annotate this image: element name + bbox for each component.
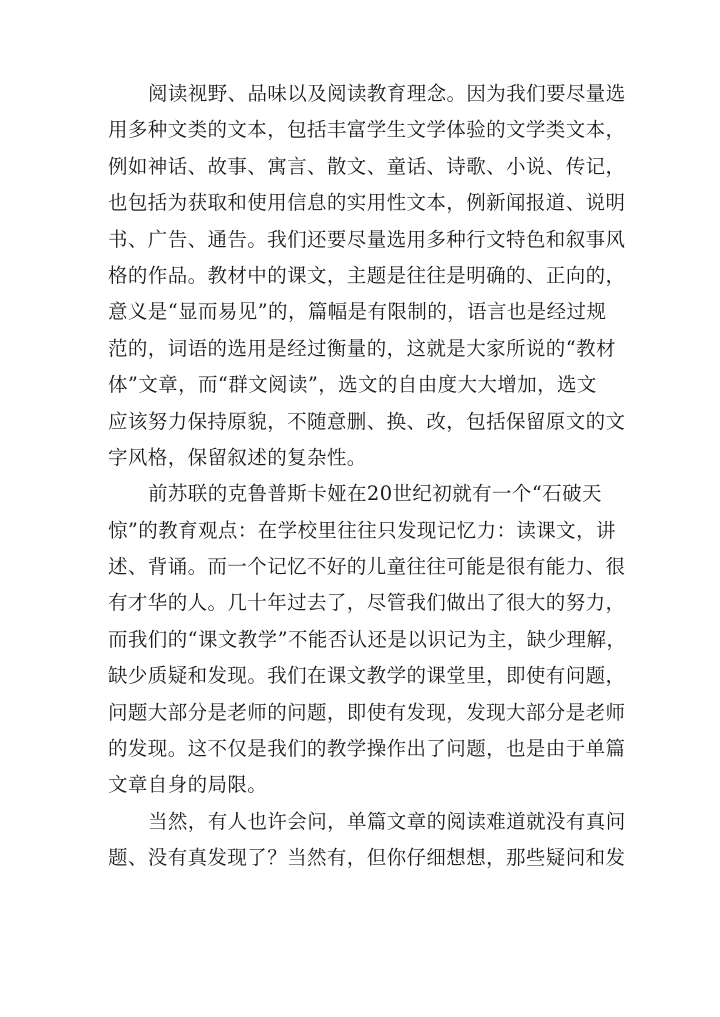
paragraph-1-line-2: 用多种文类的文本，包括丰富学生文学体验的文学类文本， [108,118,626,142]
paragraph-2-line-8: 的发现。这不仅是我们的教学操作出了问题，也是由于单篇 [108,737,626,761]
paragraph-1-line-7: 意义是“显而易见”的，篇幅是有限制的，语言也是经过规 [108,300,607,324]
paragraph-1-line-9: 体”文章，而“群文阅读”，选文的自由度大大增加，选文 [108,373,597,397]
paragraph-1-line-11: 字风格，保留叙述的复杂性。 [108,445,367,469]
paragraph-2-line-7: 问题大部分是老师的问题，即使有发现，发现大部分是老师 [108,700,626,724]
paragraph-1-line-5: 书、广告、通告。我们还要尽量选用多种行文特色和叙事风 [108,227,626,251]
paragraph-3-line-1: 当然，有人也许会问，单篇文章的阅读难道就没有真问 [148,809,626,833]
paragraph-1-line-8: 范的，词语的选用是经过衡量的，这就是大家所说的“教材 [108,336,616,360]
paragraph-2-line-3: 述、背诵。而一个记忆不好的儿童往往可能是很有能力、很 [108,555,626,579]
paragraph-2-line-1: 前苏联的克鲁普斯卡娅在20世纪初就有一个“石破天 [148,482,602,506]
paragraph-2-line-6: 缺少质疑和发现。我们在课文教学的课堂里，即使有问题， [108,664,626,688]
paragraph-2-line-9: 文章自身的局限。 [108,773,268,797]
paragraph-1-line-4: 也包括为获取和使用信息的实用性文本，例新闻报道、说明 [108,191,626,215]
paragraph-3-line-2: 题、没有真发现了？当然有，但你仔细想想，那些疑问和发 [108,846,626,870]
body-text [108,76,627,877]
paragraph-1-line-1: 阅读视野、品味以及阅读教育理念。因为我们要尽量选 [148,82,626,105]
paragraph-1-line-6: 格的作品。教材中的课文，主题是往往是明确的、正向的， [108,263,626,287]
paragraph-2-line-2: 惊”的教育观点：在学校里往往只发现记忆力：读课文，讲 [108,518,616,542]
paragraph-2-line-4: 有才华的人。几十年过去了，尽管我们做出了很大的努力， [108,591,626,615]
paragraph-2-line-5: 而我们的“课文教学”不能否认还是以识记为主，缺少理解， [108,627,627,651]
paragraph-1-line-3: 例如神话、故事、寓言、散文、童话、诗歌、小说、传记， [108,154,626,178]
paragraph-1-line-10: 应该努力保持原貌，不随意删、换、改，包括保留原文的文 [108,409,626,433]
